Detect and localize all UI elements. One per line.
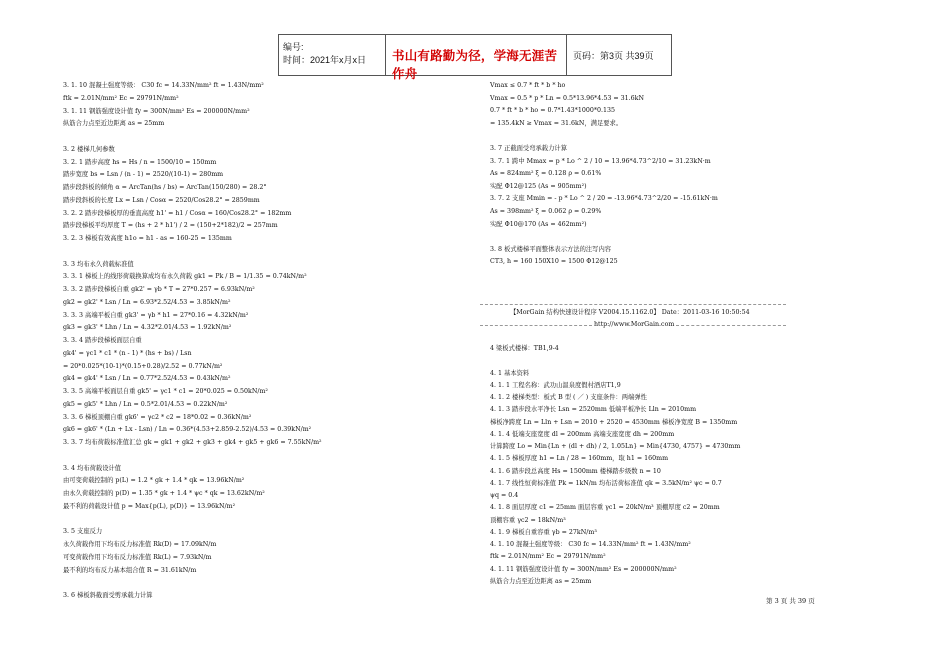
text-line: 3. 2. 3 梯板有效高度 h1o = h1 - as = 160-25 = 135mm	[63, 235, 232, 242]
header-info-cell	[279, 35, 386, 75]
separator-line-left	[480, 325, 592, 326]
text-line: ψq = 0.4	[490, 492, 519, 499]
text-line: 踏步宽度 bs = Lsn / (n - 1) = 2520/(10-1) = 280mm	[63, 171, 224, 179]
text-line: = 135.4kN ≥ Vmax = 31.6kN，满足要求。	[490, 119, 623, 127]
text-line: As = 398mm² ξ = 0.062 ρ = 0.29%	[490, 208, 602, 215]
text-line: 4. 1. 6 踏步段总高度 Hs = 1500mm 楼梯踏步级数 n = 10	[490, 467, 661, 475]
text-line: 4. 1. 8 面层厚度 c1 = 25mm 面层容重 γc1 = 20kN/m³ 顶棚厚度 c2 = 20mm	[490, 504, 720, 512]
text-line: 纵筋合力点至近边距离 as = 25mm	[63, 120, 165, 128]
text-line: 4. 1. 3 踏步段水平净长 Lsn = 2520mm 低端平板净长 Lln = 2010mm	[490, 406, 697, 414]
text-line: 4. 1. 10 混凝土强度等级： C30 fc = 14.33N/mm² ft = 1.43N/mm²	[490, 541, 691, 548]
text-line: ftk = 2.01N/mm² Ec = 29791N/mm²	[490, 553, 606, 561]
text-line: 3. 2. 2 踏步段梯板厚的垂直高度 h1' = h1 / Cosα = 160/Cos28.2° = 182mm	[63, 209, 292, 217]
text-line: ftk = 2.01N/mm² Ec = 29791N/mm²	[63, 94, 179, 102]
text-line: 3. 8 板式楼梯平面整体表示方法的注写内容	[490, 245, 612, 253]
text-line: 实配 Φ10@170 (As = 462mm²)	[490, 220, 587, 228]
page-footer: 第 3 页 共 39 页	[766, 597, 815, 605]
text-line: 计算跨度 Lo = Min{Ln + (dl + dh) / 2, 1.05Ln} = Min{4730, 4757} = 4730mm	[490, 443, 741, 450]
text-line: 踏步段斜板的倾角 α = ArcTan(hs / bs) = ArcTan(150/280) = 28.2°	[63, 184, 267, 191]
text-line: 纵筋合力点至近边距离 as = 25mm	[490, 577, 592, 585]
text-line: 4 梁板式楼梯：TB1,9-4	[490, 345, 559, 352]
text-line: 3. 3. 1 梯板上的线形荷载换算成均布永久荷载 gk1 = Pk / B = 1/1.35 = 0.74kN/m²	[63, 273, 307, 281]
text-line: 顶棚容重 γc2 = 18kN/m³	[490, 516, 566, 524]
text-line: 3. 2 楼梯几何参数	[63, 145, 115, 153]
motto-text: 书山有路勤为径，学海无涯苦作舟	[392, 48, 558, 81]
separator-line-right	[676, 325, 786, 326]
text-line: 0.7 * ft * b * ho = 0.7*1.43*1000*0.135	[490, 107, 616, 115]
text-line: As = 824mm² ξ = 0.128 ρ = 0.61%	[490, 170, 602, 178]
text-line: 3. 7 正截面受弯承载力计算	[490, 145, 567, 152]
text-line: 踏步段梯板平均厚度 T = (hs + 2 * h1') / 2 = (150+2*182)/2 = 257mm	[63, 222, 278, 230]
text-line: 3. 3. 5 高端平板面层自重 gk5' = γc1 * c1 = 20*0.025 = 0.50kN/m²	[63, 388, 268, 395]
header-page-cell	[567, 35, 671, 75]
text-line: 永久荷载作用下均布反力标准值 Rk(D) = 17.09kN/m	[63, 541, 217, 548]
text-line: 4. 1. 7 线性恒荷标准值 Pk = 1kN/m 均布活荷标准值 qk = 3.5kN/m² ψc = 0.7	[490, 479, 722, 487]
text-line: gk4' = γc1 * c1 * (n - 1) * (hs + bs) / Lsn	[63, 349, 192, 357]
header-motto-cell	[386, 35, 567, 81]
text-line: 4. 1 基本资料	[490, 369, 530, 377]
text-line: CT3, h = 160 150X10 = 1500 Φ12@125	[490, 258, 618, 266]
text-line: 3. 1. 10 混凝土强度等级： C30 fc = 14.33N/mm² ft = 1.43N/mm²	[63, 82, 264, 89]
website-line: http://www.MorGain.com	[594, 321, 675, 328]
text-line: 踏步段斜板的长度 Lx = Lsn / Cosα = 2520/Cos28.2° = 2859mm	[63, 196, 260, 204]
text-line: 3. 3. 3 高端平板自重 gk3' = γb * h1 = 27*0.16 = 4.32kN/m²	[63, 311, 249, 319]
text-line: 3. 3. 6 梯板顶棚自重 gk6' = γc2 * c2 = 18*0.02 = 0.36kN/m²	[63, 413, 252, 421]
text-line: 最不利的均布反力基本组合值 R = 31.61kN/m	[63, 566, 197, 574]
software-info-line: 【MorGain 结构快速设计程序 V2004.15.1162.0】 Date：2011-03-16 10:50:54	[510, 309, 750, 316]
text-line: gk2 = gk2' * Lsn / Ln = 6.93*2.52/4.53 = 3.85kN/m²	[63, 298, 231, 306]
separator-line-top	[480, 304, 786, 305]
text-line: 4. 1. 2 楼梯类型：板式 B 型 ( ／ ) 支座条件：两端弹性	[490, 394, 647, 401]
text-line: gk4 = gk4' * Lsn / Ln = 0.77*2.52/4.53 = 0.43kN/m²	[63, 375, 231, 383]
text-line: Vmax = 0.5 * p * Ln = 0.5*13.96*4.53 = 31.6kN	[490, 94, 644, 102]
text-line: 最不利的荷载设计值 p = Max{p(L), p(D)} = 13.96kN/m²	[63, 502, 236, 510]
text-line: 3. 3 均布永久荷载标准值	[63, 260, 134, 268]
text-line: gk5 = gk5' * Lhn / Ln = 0.5*2.01/4.53 = 0.22kN/m²	[63, 400, 228, 408]
text-line: 梯板净跨度 Ln = Lln + Lsn = 2010 + 2520 = 4530mm 梯板净宽度 B = 1350mm	[490, 418, 738, 426]
text-line: 实配 Φ12@125 (As = 905mm²)	[490, 182, 587, 190]
text-line: 3. 6 梯板斜截面受剪承载力计算	[63, 592, 153, 599]
text-line: 4. 1. 9 梯板自重容重 γb = 27kN/m³	[490, 528, 597, 536]
text-line: 4. 1. 11 钢筋强度设计值 fy = 300N/mm² Es = 200000N/mm²	[490, 565, 677, 573]
text-line: = 20*0.025*(10-1)*(0.15+0.28)/2.52 = 0.77kN/m²	[63, 362, 223, 370]
page-header	[278, 34, 672, 81]
text-line: 4. 1. 5 梯板厚度 h1 = Ln / 28 = 160mm，取 h1 = 160mm	[490, 455, 669, 463]
text-line: Vmax ≤ 0.7 * ft * b * ho	[490, 82, 566, 89]
text-line: gk6 = gk6' * (Ln + Lx - Lsn) / Ln = 0.36*(4.53+2.859-2.52)/4.53 = 0.39kN/m²	[63, 426, 312, 434]
text-line: 3. 3. 2 踏步段梯板自重 gk2' = γb * T = 27*0.257 = 6.93kN/m²	[63, 286, 255, 293]
document-number-label: 编号:	[283, 42, 304, 52]
text-line: 3. 5 支座反力	[63, 528, 103, 536]
text-line: 3. 4 均布荷载设计值	[63, 464, 122, 472]
text-line: 3. 7. 2 支座 Mmin = - p * Lo ^ 2 / 20 = -13.96*4.73^2/20 = -15.61kN·m	[490, 195, 718, 203]
text-line: 可变荷载作用下均布反力标准值 Rk(L) = 7.93kN/m	[63, 553, 212, 561]
text-line: 3. 3. 7 均布荷载标准值汇总 gk = gk1 + gk2 + gk3 + gk4 + gk5 + gk6 = 7.55kN/m²	[63, 439, 322, 446]
text-line: 3. 1. 11 钢筋强度设计值 fy = 300N/mm² Es = 200000N/mm²	[63, 107, 250, 115]
page-number-label: 页码：第3页 共39页	[573, 51, 654, 61]
text-line: 由永久荷载控制的 p(D) = 1.35 * gk + 1.4 * ψc * qk = 13.62kN/m²	[63, 490, 265, 497]
text-line: 由可变荷载控制的 p(L) = 1.2 * gk + 1.4 * qk = 13.96kN/m²	[63, 477, 245, 485]
text-line: 4. 1. 4 低端支座宽度 dl = 200mm 高端支座宽度 dh = 200mm	[490, 430, 675, 438]
text-line: gk3 = gk3' * Lhn / Ln = 4.32*2.01/4.53 = 1.92kN/m²	[63, 324, 232, 332]
text-line: 3. 3. 4 踏步段梯板面层自重	[63, 337, 142, 344]
text-line: 4. 1. 1 工程名称：武功山温泉度假村酒店T1,9	[490, 381, 621, 389]
text-line: 3. 2. 1 踏步高度 hs = Hs / n = 1500/10 = 150mm	[63, 158, 217, 166]
document-time-label: 时间：2021年x月x日	[283, 55, 367, 65]
text-line: 3. 7. 1 跨中 Mmax = p * Lo ^ 2 / 10 = 13.96*4.73^2/10 = 31.23kN·m	[490, 157, 711, 165]
